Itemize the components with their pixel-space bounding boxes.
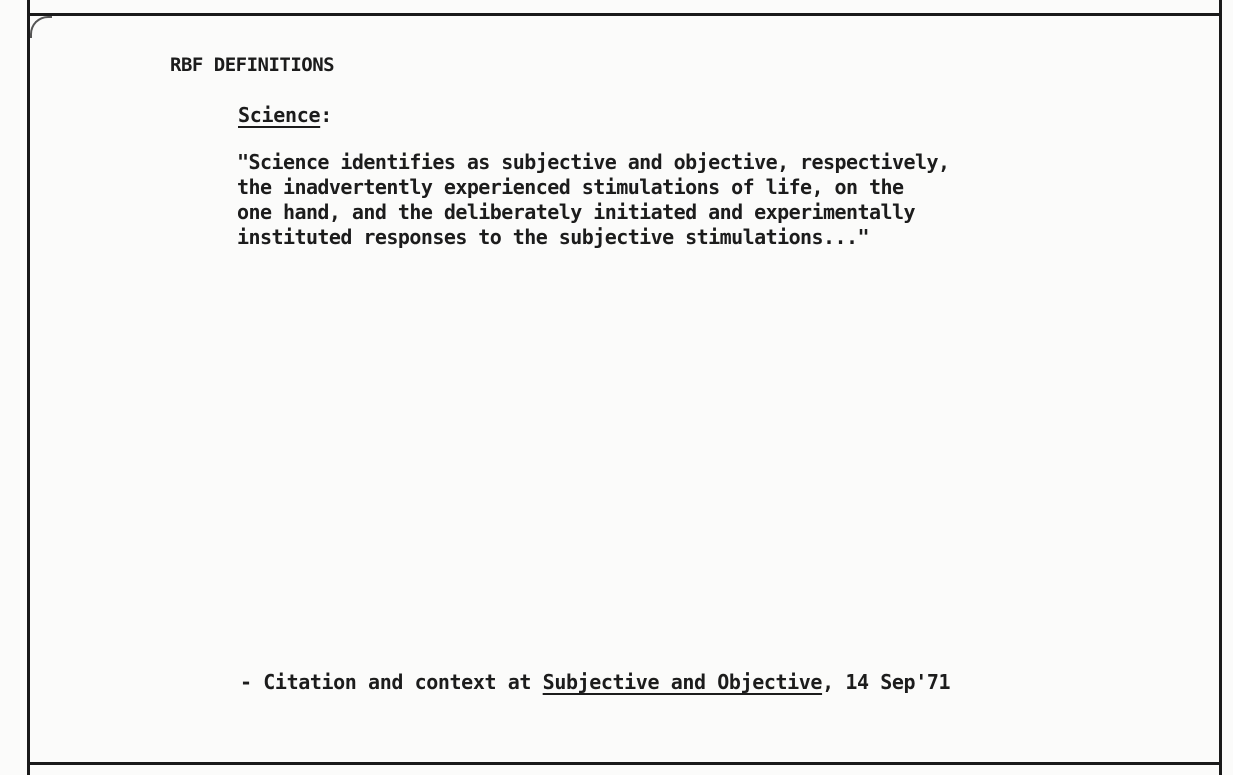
top-border — [28, 13, 1221, 16]
term-name: Science — [238, 103, 321, 127]
quote-line: the inadvertently experienced stimulations of life, on the — [237, 175, 904, 199]
citation-date: , 14 Sep'71 — [822, 670, 951, 694]
quote-line: "Science identifies as subjective and objective, respectively, — [237, 150, 950, 174]
citation-link[interactable]: Subjective and Objective — [542, 670, 823, 694]
left-border — [27, 0, 30, 775]
bottom-border — [28, 762, 1221, 765]
definition-quote — [237, 150, 949, 250]
card-heading: RBF DEFINITIONS — [170, 54, 335, 76]
quote-line: instituted responses to the subjective stimulations..." — [237, 225, 870, 249]
card-corner — [30, 16, 52, 38]
term-colon: : — [320, 103, 332, 127]
citation-line — [240, 670, 950, 694]
term-label — [238, 103, 332, 127]
citation-prefix: - Citation and context at — [240, 670, 543, 694]
quote-line: one hand, and the deliberately initiated and experimentally — [237, 200, 915, 224]
right-border — [1219, 0, 1222, 775]
